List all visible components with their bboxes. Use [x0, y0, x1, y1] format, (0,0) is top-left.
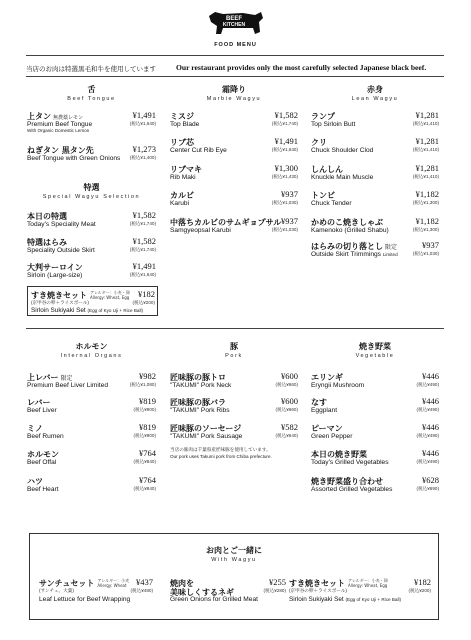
- item-allergy-en: Allergy: Wheat: [97, 582, 127, 588]
- pork-note-en: Our pork uses Takumi pork from Chiba prefecture.: [170, 454, 272, 459]
- menu-item: [39, 578, 153, 610]
- logo-line2: KITCHEN: [222, 22, 246, 28]
- menu-item: [27, 237, 156, 259]
- item-allergy-jp: アレルギー：小麦・卵: [348, 578, 388, 583]
- item-tax: (税込¥840): [133, 459, 156, 464]
- item-en-small: Limited: [86, 382, 109, 389]
- item-price: ¥1,491: [132, 261, 156, 271]
- item-tax: (税込¥1,410): [412, 174, 439, 179]
- item-tax: (税込¥490): [416, 459, 439, 464]
- item-tax: (税込¥490): [416, 433, 439, 438]
- section-title-en: Vegetable: [355, 353, 395, 359]
- bull-icon: [203, 6, 267, 40]
- item-en: Sirloin Sukiyaki Set: [289, 596, 344, 603]
- menu-item: [170, 164, 298, 186]
- item-tax: (税込¥660): [275, 407, 298, 412]
- item-price: ¥600: [281, 371, 298, 381]
- item-price: ¥1,182: [415, 216, 439, 226]
- item-price: ¥764: [139, 448, 156, 458]
- section-title-en: Lean Wagyu: [351, 96, 399, 102]
- item-name: 本日の特選: [27, 212, 67, 221]
- item-name: すき焼きセット: [31, 291, 87, 300]
- item-price: ¥937: [422, 240, 439, 250]
- menu-item: [27, 111, 156, 133]
- logo-line1: BEEF: [225, 16, 243, 22]
- menu-item: [27, 211, 156, 233]
- item-en: Assorted Grilled Vegetables: [311, 486, 393, 493]
- item-tax: (税込¥280): [263, 588, 286, 593]
- item-name-line2: 美味しくするネギ: [170, 588, 234, 597]
- section-title-en: Pork: [225, 353, 243, 359]
- item-name: 上レバー: [27, 373, 59, 382]
- menu-item: [27, 397, 156, 419]
- menu-item: [27, 449, 156, 471]
- menu-item: [311, 137, 439, 159]
- item-name: ミノ: [27, 424, 43, 433]
- item-en2: With Organic Domestic Lemon: [27, 128, 90, 133]
- item-name: ランプ: [311, 112, 335, 121]
- item-en: Rib Maki: [170, 174, 196, 181]
- item-price: ¥1,281: [415, 110, 439, 120]
- item-en: Top Blade: [170, 121, 200, 128]
- item-allergy-en: Allergy: Wheat, Egg: [348, 582, 388, 588]
- item-tax: (税込¥1,030): [271, 227, 298, 232]
- intro-en: Our restaurant provides only the most carefully selected Japanese black beef.: [176, 63, 427, 72]
- menu-item: [311, 449, 439, 471]
- menu-item: [311, 372, 439, 394]
- item-price: ¥1,491: [132, 110, 156, 120]
- item-tax: (税込¥1,740): [271, 121, 298, 126]
- section-title-jp: 舌: [87, 85, 96, 94]
- menu-item: [311, 476, 439, 498]
- item-tax: (税込¥660): [275, 382, 298, 387]
- item-name: カルビ: [170, 191, 194, 200]
- item-en: Center Cut Rib Eye: [170, 147, 227, 154]
- menu-item: [170, 217, 298, 239]
- item-price: ¥1,273: [132, 144, 156, 154]
- item-price: ¥182: [138, 289, 155, 299]
- section-title-jp: 特選: [83, 183, 100, 192]
- item-en: Premium Beef Tongue: [27, 121, 93, 128]
- item-en: Green Pepper: [311, 433, 353, 440]
- item-tax: (税込¥1,030): [271, 200, 298, 205]
- item-tax: (税込¥490): [416, 407, 439, 412]
- item-name: ピーマン: [311, 424, 343, 433]
- item-en: Beef Heart: [27, 486, 59, 493]
- section-title-jp: ホルモン: [75, 342, 108, 351]
- item-price: ¥1,491: [274, 136, 298, 146]
- item-price: ¥1,182: [415, 189, 439, 199]
- item-en: Today's Speciality Meat: [27, 221, 96, 228]
- item-name: 大判サーロイン: [27, 263, 83, 272]
- item-tax: (税込¥200): [408, 588, 431, 593]
- menu-item: [311, 111, 439, 133]
- menu-item: [311, 217, 439, 239]
- item-en: "TAKUMI" Pork Neck: [170, 382, 232, 389]
- item-name: ハツ: [27, 477, 43, 486]
- item-en: Beef Tongue with Green Onions: [27, 155, 121, 162]
- menu-item: [27, 145, 156, 167]
- menu-item: [170, 111, 298, 133]
- item-en: Speciality Outside Skirt: [27, 247, 95, 254]
- menu-item: [31, 290, 155, 312]
- item-name: 特選はらみ: [27, 238, 67, 247]
- item-en: Beef Offal: [27, 459, 57, 466]
- item-name: 匠味豚のソーセージ: [170, 424, 242, 433]
- menu-item: [170, 578, 286, 610]
- item-tax: (税込¥840): [133, 486, 156, 491]
- item-tax: (税込¥1,640): [129, 121, 156, 126]
- item-tax: (税込¥1,300): [412, 200, 439, 205]
- menu-item: [311, 397, 439, 419]
- menu-item: [27, 476, 156, 498]
- item-en: Eggplant: [311, 407, 338, 414]
- item-name: ねぎタン 黒タン先: [27, 146, 94, 155]
- item-sub: 無農薬レモン: [53, 115, 84, 121]
- item-price: ¥446: [422, 448, 439, 458]
- item-price: ¥764: [139, 475, 156, 485]
- menu-item: [27, 372, 156, 394]
- menu-item: [311, 241, 439, 263]
- menu-item: [27, 423, 156, 445]
- divider: [26, 328, 444, 329]
- item-en: Beef Rumen: [27, 433, 64, 440]
- item-en: Outside Skirt Trimmings: [311, 251, 381, 258]
- item-name: レバー: [27, 398, 51, 407]
- menu-item: [170, 423, 298, 445]
- item-tax: (税込¥1,640): [129, 272, 156, 277]
- item-name: 焼き野菜盛り合わせ: [311, 477, 383, 486]
- item-name: 焼肉を: [170, 579, 194, 588]
- item-en-small: Limited: [382, 252, 398, 257]
- intro-jp: 当店のお肉は特選黒毛和牛を使用しています: [26, 65, 156, 73]
- item-en: Green Onions for Grilled Meat: [170, 596, 258, 603]
- sukiyaki-set-box: [27, 286, 158, 316]
- item-price: ¥1,300: [274, 163, 298, 173]
- item-price: ¥819: [139, 396, 156, 406]
- item-tax: (税込¥1,410): [412, 147, 439, 152]
- item-tax: (税込¥490): [416, 382, 439, 387]
- item-en: Samgyeopsal Karubi: [170, 227, 231, 234]
- item-tax: (税込¥200): [132, 300, 155, 305]
- divider: [26, 76, 444, 77]
- item-tax: (税込¥1,740): [129, 247, 156, 252]
- item-name: リブ芯: [170, 138, 194, 147]
- item-tax: (税込¥900): [133, 433, 156, 438]
- item-tax: (税込¥900): [133, 407, 156, 412]
- menu-item: [311, 164, 439, 186]
- item-price: ¥937: [281, 189, 298, 199]
- item-name: 中落ちカルビのサムギョプサル: [170, 218, 282, 227]
- item-tax: (税込¥1,300): [412, 227, 439, 232]
- item-price: ¥182: [414, 577, 431, 587]
- item-name: リブマキ: [170, 165, 202, 174]
- divider: [26, 55, 444, 56]
- item-name: ホルモン: [27, 450, 59, 459]
- item-price: ¥255: [269, 577, 286, 587]
- item-tax: (税込¥690): [416, 486, 439, 491]
- item-name: 匠味豚の豚トロ: [170, 373, 226, 382]
- pork-note-jp: 当店の豚肉は千葉県産匠味豚を使用しています。: [170, 447, 271, 452]
- item-price: ¥1,281: [415, 136, 439, 146]
- item-name: エリンギ: [311, 373, 343, 382]
- item-en: Sirloin Sukiyaki Set: [31, 307, 86, 314]
- item-price: ¥937: [281, 216, 298, 226]
- item-tax: (税込¥1,410): [412, 121, 439, 126]
- item-name: トンビ: [311, 191, 335, 200]
- item-price: ¥600: [281, 396, 298, 406]
- item-en-small: (Egg of Kyo Uji + Rice Ball): [87, 308, 144, 313]
- menu-item: [170, 372, 298, 394]
- item-name: ミスジ: [170, 112, 194, 121]
- item-name: 匠味豚の豚バラ: [170, 398, 226, 407]
- item-name: サンチュセット: [39, 579, 95, 588]
- section-title-en: Special Wagyu Selection: [42, 194, 141, 200]
- menu-item: [170, 190, 298, 212]
- item-en: Sirloin (Large-size): [27, 272, 83, 279]
- item-tax: (税込¥1,640): [271, 147, 298, 152]
- item-price: ¥437: [136, 577, 153, 587]
- section-title-jp: 焼き野菜: [359, 342, 391, 351]
- section-title-en: With Wagyu: [211, 557, 257, 563]
- item-en-small: (Egg of Kyo Uji + Rice Ball): [345, 597, 402, 602]
- section-title-jp: 赤身: [367, 85, 383, 94]
- menu-item: [170, 397, 298, 419]
- item-en: Eryngii Mushroom: [311, 382, 365, 389]
- section-title-jp: 豚: [230, 342, 238, 351]
- item-tax: (税込¥1,400): [129, 155, 156, 160]
- item-name: 本日の焼き野菜: [311, 450, 367, 459]
- item-name: なす: [311, 398, 327, 407]
- item-price: ¥446: [422, 422, 439, 432]
- item-tax: (税込¥640): [275, 433, 298, 438]
- menu-item: [311, 423, 439, 445]
- menu-item: [289, 578, 431, 610]
- item-name: 上タン: [27, 112, 51, 121]
- item-price: ¥446: [422, 396, 439, 406]
- item-tax: (税込¥1,430): [271, 174, 298, 179]
- item-price: ¥582: [281, 422, 298, 432]
- item-name: すき焼きセット: [289, 579, 345, 588]
- item-en: Premium Beef Liver: [27, 382, 85, 389]
- item-name: クリ: [311, 138, 327, 147]
- item-en: Top Sirloin Butt: [311, 121, 356, 128]
- item-en: "TAKUMI" Pork Ribs: [170, 407, 230, 414]
- item-sub: (京甲谷の卵＋ライスボール): [289, 588, 347, 593]
- section-title-en: Beef Tongue: [67, 96, 116, 102]
- item-en: Today's Grilled Vegetables: [311, 459, 389, 466]
- menu-item: [170, 137, 298, 159]
- section-title-en: Marbie Wagyu: [206, 96, 262, 102]
- item-en: Karubi: [170, 200, 190, 207]
- item-name: しんしん: [311, 165, 343, 174]
- item-allergy-jp: アレルギー：小麦: [97, 578, 130, 583]
- item-en: Kamenoko (Grilled Shabu): [311, 227, 389, 234]
- item-price: ¥628: [422, 475, 439, 485]
- item-sub: 限定: [385, 244, 398, 251]
- item-price: ¥982: [139, 371, 156, 381]
- with-wagyu-box: [29, 533, 439, 620]
- item-en: Chuck Shoulder Clod: [311, 147, 374, 154]
- section-title-en: Internal Organs: [60, 353, 123, 359]
- item-price: ¥819: [139, 422, 156, 432]
- item-price: ¥1,281: [415, 163, 439, 173]
- item-name: はらみの切り落とし: [311, 242, 383, 251]
- item-tax: (税込¥1,030): [412, 251, 439, 256]
- item-en: Beef Liver: [27, 407, 57, 414]
- item-tax: (税込¥1,740): [129, 221, 156, 226]
- item-name: かめのこ焼きしゃぶ: [311, 218, 383, 227]
- item-en: Knuckle Main Muscle: [311, 174, 374, 181]
- section-title-jp: 霜降り: [222, 85, 246, 94]
- menu-item: [27, 262, 156, 284]
- item-en: Leaf Lettuce for Beef Wrapping: [39, 596, 131, 603]
- item-sub: (京甲谷の卵＋ライスボール): [31, 300, 89, 305]
- item-tax: (税込¥1,080): [129, 382, 156, 387]
- item-sub: 限定: [60, 375, 73, 382]
- section-title-jp: お肉とご一緒に: [206, 546, 262, 555]
- item-en: Chuck Tender: [311, 200, 352, 207]
- item-price: ¥1,582: [274, 110, 298, 120]
- item-en: "TAKUMI" Pork Sausage: [170, 433, 243, 440]
- item-price: ¥1,582: [132, 210, 156, 220]
- item-price: ¥446: [422, 371, 439, 381]
- page-title: FOOD MENU: [214, 42, 257, 48]
- item-allergy-jp: アレルギー：小麦・卵: [90, 290, 130, 295]
- item-price: ¥1,582: [132, 236, 156, 246]
- item-tax: (税込¥480): [130, 588, 153, 593]
- item-sub: (サンチュ、大葉): [39, 588, 74, 593]
- menu-item: [311, 190, 439, 212]
- item-allergy-en: Allergy: Wheat, Egg: [90, 294, 130, 300]
